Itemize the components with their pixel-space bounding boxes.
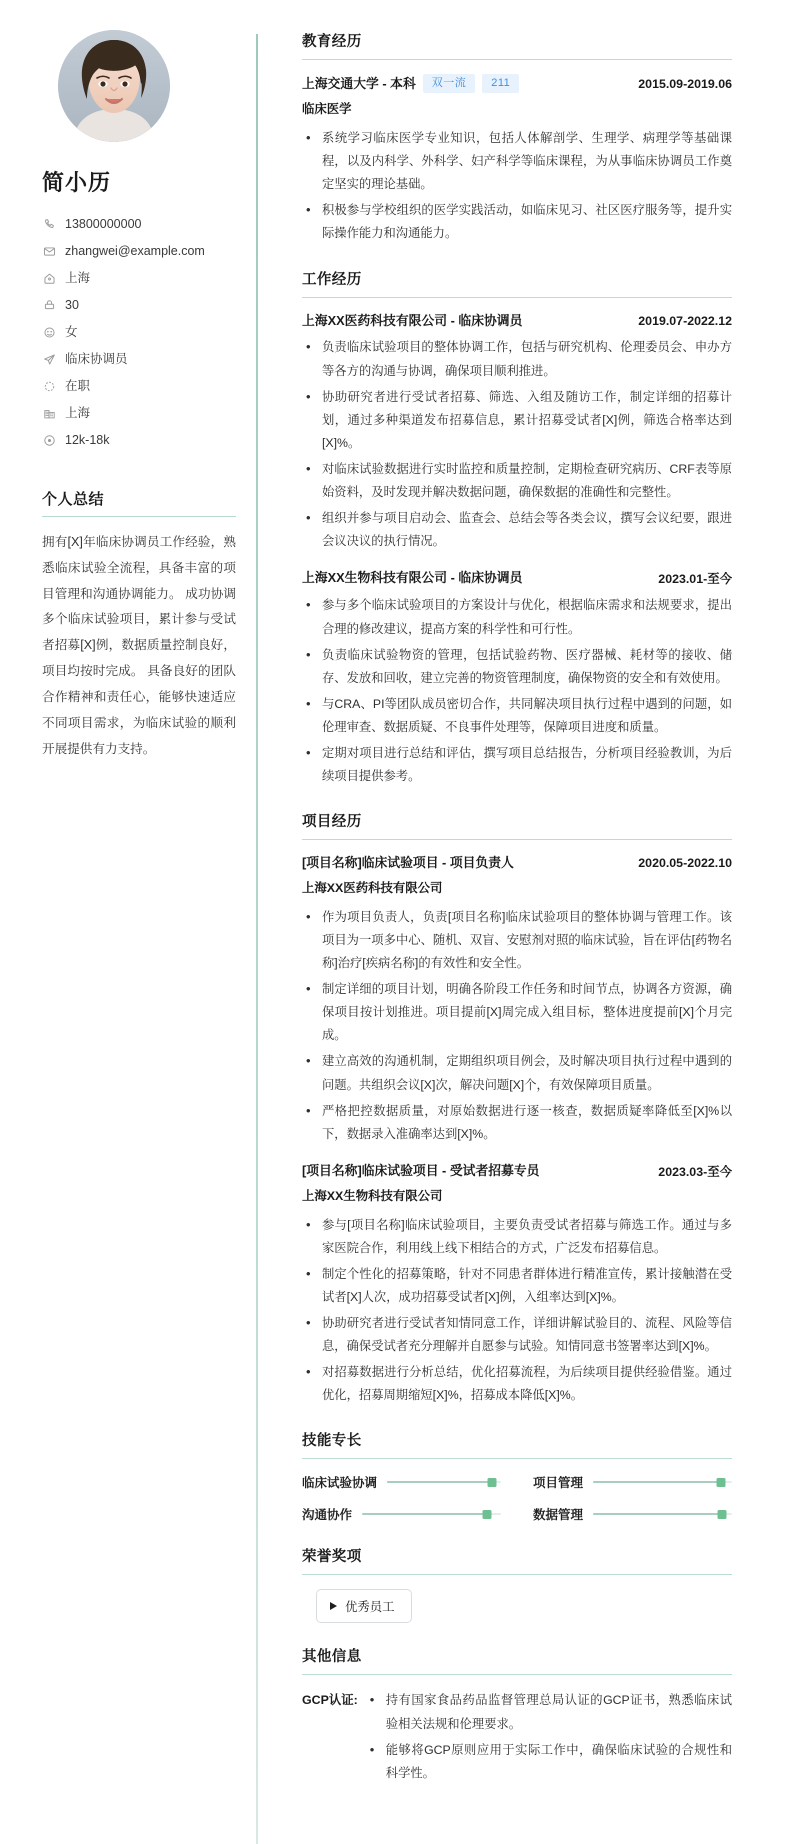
education-date: 2015.09-2019.06: [638, 76, 732, 91]
skill-row: [302, 1473, 501, 1491]
contact-list: [42, 211, 236, 454]
contact-phone: [42, 211, 236, 238]
skills-grid: [302, 1473, 732, 1523]
education-entry: [302, 74, 732, 246]
contact-city-value: 上海: [65, 406, 91, 420]
skill-slider[interactable]: [593, 1507, 732, 1521]
slider-knob[interactable]: [487, 1478, 496, 1487]
work-entry: [302, 312, 732, 554]
work-date: 2019.07-2022.12: [638, 313, 732, 328]
education-school-line: [302, 74, 519, 93]
skill-row: [302, 1505, 501, 1523]
contact-gender-value: 女: [65, 325, 78, 339]
list-item: • 负责临床试验物资的管理，包括试验药物、医疗器械、耗材等的接收、储存、发放和回收，建立完善的物资管理制度，确保物资的安全和有效使用。: [302, 644, 732, 690]
list-item: • 制定个性化的招募策略，针对不同患者群体进行精准宣传，累计接触潜在受试者[X]人次，成功招募受试者[X]例，入组率达到[X]%。: [302, 1263, 732, 1309]
awards-title: 荣誉奖项: [302, 1545, 732, 1575]
contact-home-value: 上海: [65, 271, 91, 285]
other-group-body: [366, 1689, 732, 1787]
project-bullets: [302, 1214, 732, 1408]
page-title: 简小历: [42, 170, 112, 195]
list-item: • 负责临床试验项目的整体协调工作，包括与研究机构、伦理委员会、申办方等各方的沟通与协调，确保项目顺利推进。: [302, 336, 732, 382]
project-date: 2020.05-2022.10: [638, 856, 732, 871]
contact-home: [42, 265, 236, 292]
slider-fill: [593, 1513, 722, 1515]
list-item: • 积极参与学校组织的医学实践活动，如临床见习、社区医疗服务等，提升实际操作能力和沟通能力。: [302, 199, 732, 245]
skill-label: 临床试验协调: [302, 1476, 378, 1491]
project-bullets: [302, 906, 732, 1146]
age-icon: [42, 299, 56, 313]
skill-row: [533, 1505, 732, 1523]
contact-position: [42, 346, 236, 373]
skill-slider[interactable]: [387, 1475, 501, 1489]
profile-photo-icon: [58, 30, 170, 142]
skills-section: [302, 1429, 732, 1523]
list-item: • 与CRA、PI等团队成员密切合作，共同解决项目执行过程中遇到的问题，如伦理审查、数据质疑、不良事件处理等，保障项目进度和质量。: [302, 693, 732, 739]
contact-salary-value: 12k-18k: [65, 433, 110, 447]
project-company: 上海XX医药科技有限公司: [302, 881, 443, 896]
list-item: • 能够将GCP原则应用于实际工作中，确保临床试验的合规性和科学性。: [366, 1739, 732, 1785]
project-entry-head: [302, 1162, 732, 1180]
work-bullets: [302, 336, 732, 553]
phone-icon: [42, 218, 56, 232]
work-entry-head: [302, 312, 732, 330]
education-title: 教育经历: [302, 30, 732, 60]
slider-knob[interactable]: [716, 1478, 725, 1487]
other-group-label: GCP认证:: [302, 1693, 358, 1708]
other-title: 其他信息: [302, 1645, 732, 1675]
work-section: [302, 268, 732, 789]
skill-label: 项目管理: [533, 1476, 584, 1491]
skill-slider[interactable]: [593, 1475, 732, 1489]
work-company: 上海XX生物科技有限公司 - 临床协调员: [302, 570, 523, 586]
contact-city: [42, 400, 236, 427]
slider-fill: [387, 1481, 492, 1483]
award-label: 优秀员工: [345, 1600, 395, 1615]
list-item: • 持有国家食品药品监督管理总局认证的GCP证书，熟悉临床试验相关法规和伦理要求。: [366, 1689, 732, 1735]
education-major: 临床医学: [302, 102, 352, 117]
summary-text: 拥有[X]年临床协调员工作经验，熟悉临床试验全流程，具备丰富的项目管理和沟通协调能力。 成功协调多个临床试验项目，累计参与受试者招募[X]例，数据质量控制良好，项目均按时完成。 具备良好的团队合作精神和责任心，能够快速适应不同项目需求，为临床试验的顺利开展提供有力支持。: [42, 535, 236, 756]
work-entry: [302, 569, 732, 788]
education-tag-shuangyiliu: 双一流: [423, 74, 476, 93]
list-item: • 参与[项目名称]临床试验项目，主要负责受试者招募与筛选工作。通过与多家医院合作，利用线上线下相结合的方式，广泛发布招募信息。: [302, 1214, 732, 1260]
project-entry: [302, 1162, 732, 1407]
summary-title: 个人总结: [42, 488, 236, 517]
city-icon: [42, 407, 56, 421]
education-entry-head: [302, 74, 732, 93]
contact-status: [42, 373, 236, 400]
other-group: [302, 1689, 732, 1787]
contact-phone-value: 13800000000: [65, 217, 142, 231]
skill-label: 沟通协作: [302, 1508, 353, 1523]
work-bullets: [302, 594, 732, 788]
list-item: • 建立高效的沟通机制，定期组织项目例会，及时解决项目执行过程中遇到的问题。共组织会议[X]次，解决问题[X]个，有效保障项目质量。: [302, 1050, 732, 1096]
project-date: 2023.03-至今: [658, 1164, 732, 1179]
slider-knob[interactable]: [483, 1510, 492, 1519]
list-item: • 对招募数据进行分析总结，优化招募流程，为后续项目提供经验借鉴。通过优化，招募周期缩短[X]%，招募成本降低[X]%。: [302, 1361, 732, 1407]
skill-label: 数据管理: [533, 1508, 584, 1523]
education-bullets: [302, 127, 732, 246]
gender-icon: [42, 326, 56, 340]
contact-age-value: 30: [65, 298, 79, 312]
project-title: 项目经历: [302, 810, 732, 840]
other-bullets: [366, 1689, 732, 1784]
main-content: [258, 0, 794, 1844]
contact-salary: [42, 427, 236, 454]
contact-age: [42, 292, 236, 319]
award-chip[interactable]: [316, 1589, 412, 1623]
status-icon: [42, 380, 56, 394]
list-item: • 严格把控数据质量，对原始数据进行逐一核查，数据质疑率降低至[X]%以下，数据录入准确率达到[X]%。: [302, 1100, 732, 1146]
project-name: [项目名称]临床试验项目 - 受试者招募专员: [302, 1162, 540, 1178]
education-section: [302, 30, 732, 246]
skills-title: 技能专长: [302, 1429, 732, 1459]
project-company: 上海XX生物科技有限公司: [302, 1188, 443, 1203]
mail-icon: [42, 245, 56, 259]
salary-icon: [42, 434, 56, 448]
list-item: • 作为项目负责人，负责[项目名称]临床试验项目的整体协调与管理工作。该项目为一项多中心、随机、双盲、安慰剂对照的临床试验，旨在评估[药物名称]治疗[疾病名称]的有效性和安全性。: [302, 906, 732, 975]
skill-row: [533, 1473, 732, 1491]
contact-status-value: 在职: [65, 379, 91, 393]
avatar: [58, 30, 170, 142]
list-item: • 协助研究者进行受试者知情同意工作，详细讲解试验目的、流程、风险等信息，确保受试者充分理解并自愿参与试验。知情同意书签署率达到[X]%。: [302, 1312, 732, 1358]
contact-email-value: zhangwei@example.com: [65, 244, 205, 258]
other-section: [302, 1645, 732, 1787]
list-item: • 系统学习临床医学专业知识，包括人体解剖学、生理学、病理学等基础课程，以及内科学、外科学、妇产科学等临床课程，为从事临床协调员工作奠定坚实的理论基础。: [302, 127, 732, 196]
list-item: • 制定详细的项目计划，明确各阶段工作任务和时间节点，协调各方资源，确保项目按计划推进。项目提前[X]周完成入组目标，整体进度提前[X]个月完成。: [302, 978, 732, 1047]
education-school: 上海交通大学 - 本科: [302, 75, 416, 91]
list-item: • 定期对项目进行总结和评估，撰写项目总结报告，分析项目经验教训，为后续项目提供参考。: [302, 742, 732, 788]
project-entry: [302, 854, 732, 1146]
list-item: • 组织并参与项目启动会、监查会、总结会等各类会议，撰写会议纪要，跟进会议决议的执行情况。: [302, 507, 732, 553]
work-date: 2023.01-至今: [658, 572, 732, 587]
slider-fill: [362, 1513, 487, 1515]
work-company: 上海XX医药科技有限公司 - 临床协调员: [302, 312, 523, 328]
list-item: • 协助研究者进行受试者招募、筛选、入组及随访工作，制定详细的招募计划，通过多种渠道发布招募信息，累计招募受试者[X]例，筛选合格率达到[X]%。: [302, 386, 732, 455]
position-icon: [42, 353, 56, 367]
project-section: [302, 810, 732, 1407]
slider-knob[interactable]: [718, 1510, 727, 1519]
home-icon: [42, 272, 56, 286]
project-entry-head: [302, 854, 732, 872]
work-entry-head: [302, 569, 732, 587]
contact-gender: [42, 319, 236, 346]
play-triangle-icon: [330, 1602, 337, 1610]
project-name: [项目名称]临床试验项目 - 项目负责人: [302, 855, 514, 871]
list-item: • 参与多个临床试验项目的方案设计与优化，根据临床需求和法规要求，提出合理的修改建议，提高方案的科学性和可行性。: [302, 594, 732, 640]
sidebar: [0, 0, 258, 1844]
slider-fill: [593, 1481, 721, 1483]
list-item: • 对临床试验数据进行实时监控和质量控制，定期检查研究病历、CRF表等原始资料，及时发现并解决数据问题，确保数据的准确性和完整性。: [302, 458, 732, 504]
education-tag-211: 211: [482, 74, 519, 93]
contact-email: [42, 238, 236, 265]
summary-section: [42, 488, 236, 762]
awards-list: [302, 1589, 732, 1623]
awards-section: [302, 1545, 732, 1623]
work-title: 工作经历: [302, 268, 732, 298]
contact-position-value: 临床协调员: [65, 352, 128, 366]
skill-slider[interactable]: [362, 1507, 501, 1521]
